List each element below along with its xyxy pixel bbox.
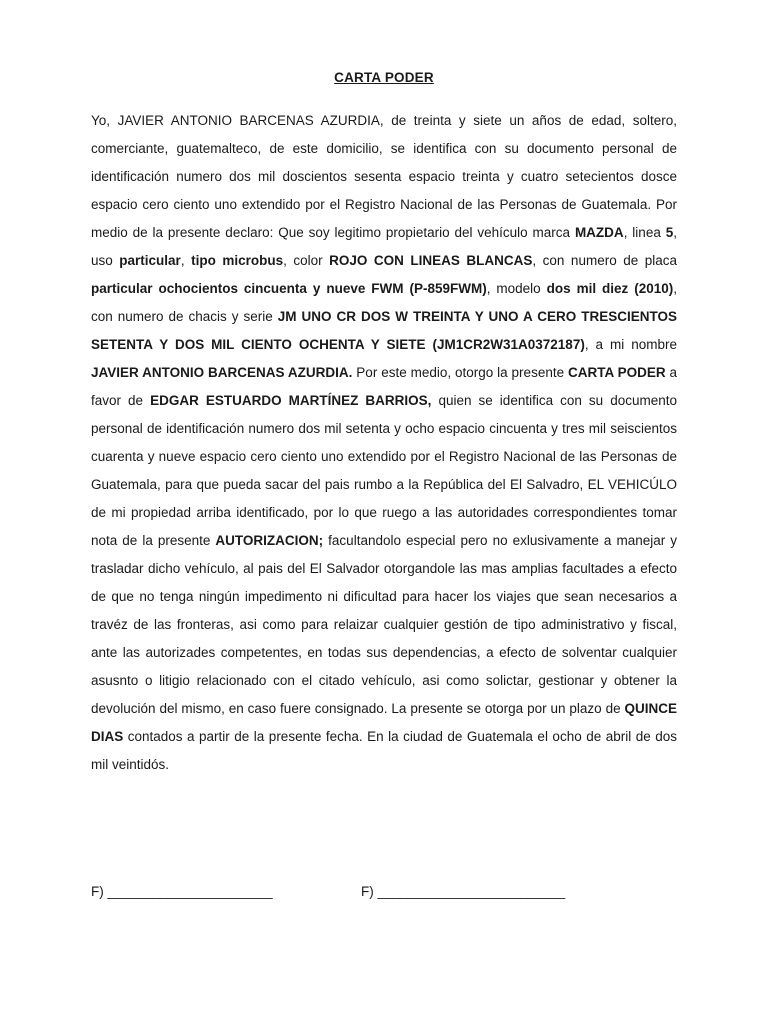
body-text-bold-segment: QUINCE DIAS	[91, 701, 677, 744]
document-body	[91, 107, 677, 779]
body-text-segment: , uso	[91, 225, 677, 268]
body-text-segment: ,	[180, 253, 192, 268]
body-text-bold-segment: JAVIER ANTONIO BARCENAS AZURDIA.	[91, 365, 353, 380]
body-text-bold-segment: dos mil diez (2010)	[546, 281, 674, 296]
body-text-segment: facultandolo especial pero no exlusivamente a manejar y trasladar dicho vehículo, al pais del El Salvador otorgandole las mas amplias facultades a efecto de que no tenga ningún impedimento ni dificultad para hacer los viajes que sean necesarios a travéz de las fronteras, asi como para relaizar cualquier gestión de tipo administrativo y fiscal, ante las autorizades competentes, en todas sus dependencias, a efecto de solventar cualquier asusnto o litigio relacionado con el citado vehículo, asi como solictar, gestionar y obtener la devolución del mismo, en caso fuere consignado. La presente se otorga por un plazo de	[91, 533, 677, 716]
signature-line-grantee: F) _________________________	[361, 884, 566, 899]
body-text-segment: , modelo	[486, 281, 547, 296]
body-text-segment: , con numero de chacis y serie	[91, 281, 678, 324]
body-text-segment: Yo, JAVIER ANTONIO BARCENAS AZURDIA, de treinta y siete un años de edad, soltero, comerciante, guatemalteco, de este domicilio, se identifica con su documento personal de identificación numero dos mil doscientos sesenta espacio treinta y cuatro setecientos dosce espacio cero ciento uno extendido por el Registro Nacional de las Personas de Guatemala. Por medio de la presente declaro: Que soy legitimo propietario del vehículo marca	[91, 113, 677, 240]
body-text-segment: a favor de	[91, 365, 678, 408]
body-text-segment: contados a partir de la presente fecha. En la ciudad de Guatemala el ocho de abril de dos mil veintidós.	[91, 729, 677, 772]
body-text-segment: , a mi nombre	[584, 337, 677, 352]
document-title: CARTA PODER	[334, 70, 434, 85]
body-text-bold-segment: ROJO CON LINEAS BLANCAS	[329, 253, 533, 268]
body-text-bold-segment: EDGAR ESTUARDO MARTÍNEZ BARRIOS,	[150, 393, 432, 408]
signature-line-grantor: F) ______________________	[91, 884, 273, 899]
body-text-segment: , con numero de placa	[532, 253, 677, 268]
body-text-bold-segment: particular ochocientos cincuenta y nueve FWM (P-859FWM)	[91, 281, 487, 296]
body-text-bold-segment: MAZDA	[574, 225, 624, 240]
body-text-bold-segment: particular	[119, 253, 181, 268]
body-text-bold-segment: AUTORIZACION;	[215, 533, 324, 548]
body-text-bold-segment: CARTA PODER	[567, 365, 666, 380]
body-text-segment: , color	[283, 253, 330, 268]
body-text-bold-segment: JM UNO CR DOS W TREINTA Y UNO A CERO TRESCIENTOS SETENTA Y DOS MIL CIENTO OCHENTA Y SIETE (JM1CR2W31A0372187)	[91, 309, 677, 352]
body-text-bold-segment: tipo microbus	[191, 253, 284, 268]
body-text-bold-segment: 5	[665, 225, 674, 240]
body-text-segment: , linea	[623, 225, 666, 240]
body-text-segment: Por este medio, otorgo la presente	[352, 365, 568, 380]
body-text-segment: quien se identifica con su documento personal de identificación numero dos mil setenta y ocho espacio cincuenta y tres mil seiscientos cuarenta y nueve espacio cero ciento uno extendido por el Registro Nacional de las Personas de Guatemala, para que pueda sacar del pais rumbo a la República del El Salvadro, EL VEHICÚLO de mi propiedad arriba identificado, por lo que ruego a las autoridades correspondientes tomar nota de la presente	[91, 393, 677, 548]
